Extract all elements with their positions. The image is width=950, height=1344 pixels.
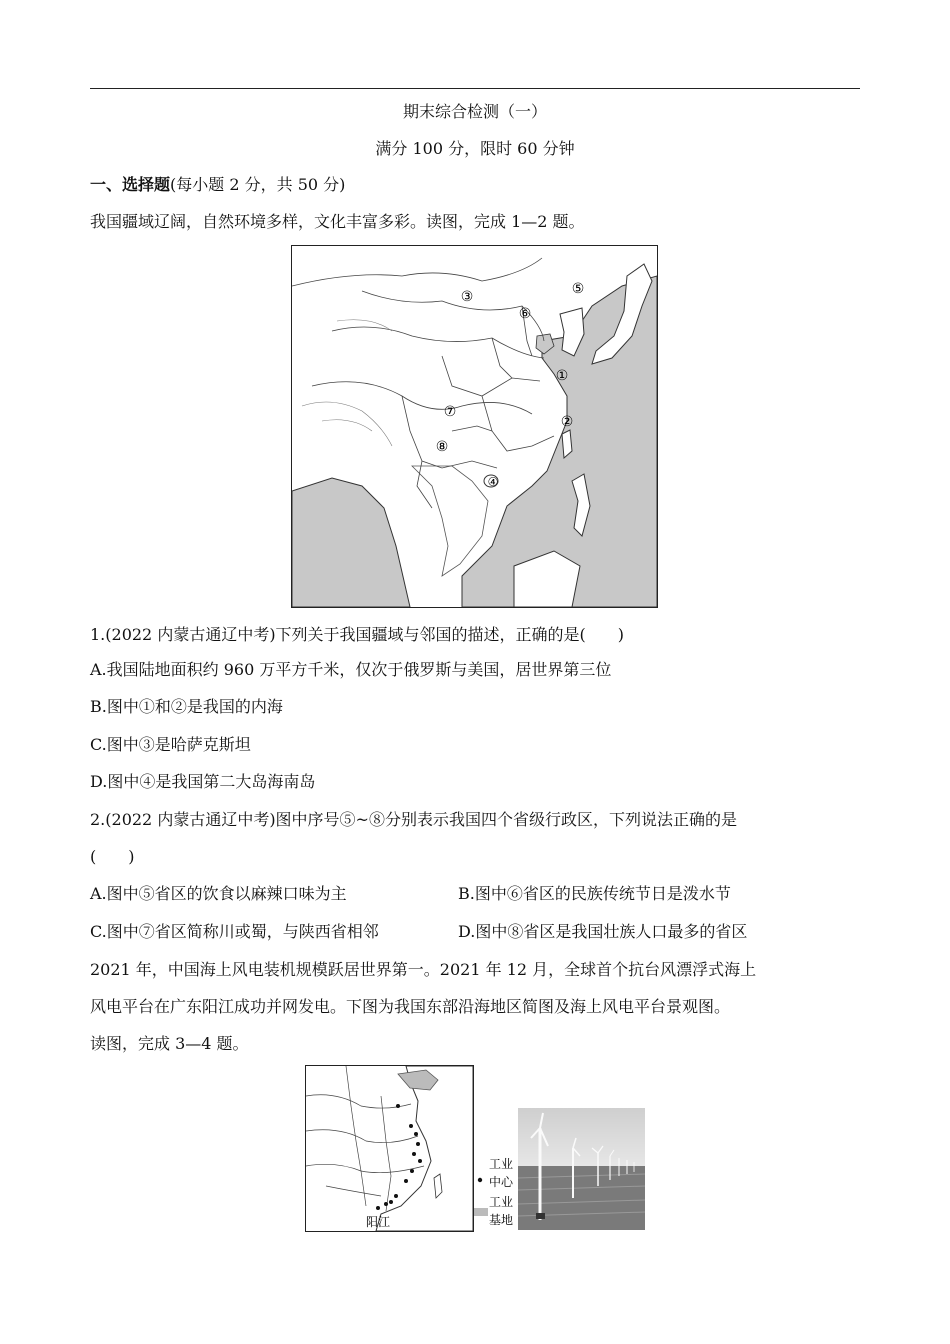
q1-option-d: D.图中④是我国第二大岛海南岛	[90, 772, 316, 791]
china-region-map	[291, 245, 658, 608]
passage-line-1: 2021 年，中国海上风电装机规模跃居世界第一。2021 年 12 月，全球首个抗台风漂浮式海上	[90, 960, 757, 979]
legend-rect-icon	[474, 1208, 488, 1216]
q2-stem: 2.(2022 内蒙古通辽中考)图中序号⑤~⑧分别表示我国四个省级行政区，下列说法正确的是	[90, 810, 737, 829]
map-label-7: ⑦	[443, 404, 457, 420]
china-region-map-svg	[292, 246, 657, 607]
section-heading-note: (每小题 2 分，共 50 分)	[170, 175, 346, 194]
map-legend	[472, 1140, 522, 1230]
page-subtitle: 满分 100 分，限时 60 分钟	[375, 139, 575, 158]
section-heading-label: 一、选择题	[90, 175, 171, 194]
legend-label-1-line1: 工业	[489, 1157, 514, 1171]
section-heading	[90, 175, 345, 195]
passage-line-3: 读图，完成 3—4 题。	[90, 1034, 249, 1053]
q2-option-c: C.图中⑦省区简称川或蜀，与陕西省相邻	[90, 922, 379, 941]
coastal-map-svg	[306, 1066, 473, 1231]
q2-option-a: A.图中⑤省区的饮食以麻辣口味为主	[90, 884, 347, 903]
q1-option-c: C.图中③是哈萨克斯坦	[90, 735, 251, 754]
map-label-3: ③	[460, 289, 474, 305]
yangjiang-label: 阳江	[366, 1215, 391, 1229]
q1-option-b: B.图中①和②是我国的内海	[90, 697, 283, 716]
legend-label-2-line1: 工业	[489, 1195, 514, 1209]
q2-option-b: B.图中⑥省区的民族传统节日是泼水节	[458, 884, 731, 903]
legend-label-2-line2: 基地	[489, 1213, 514, 1227]
q1-option-a: A.我国陆地面积约 960 万平方千米，仅次于俄罗斯与美国，居世界第三位	[90, 660, 612, 679]
map-label-1: ①	[555, 368, 569, 384]
map-label-8: ⑧	[435, 439, 449, 455]
header-rule	[90, 88, 860, 89]
section-intro: 我国疆域辽阔，自然环境多样，文化丰富多彩。读图，完成 1—2 题。	[90, 212, 585, 231]
coastal-sea	[376, 1066, 473, 1231]
offshore-wind-photo-svg	[518, 1108, 645, 1230]
q2-blank: ( )	[90, 847, 135, 866]
offshore-wind-photo	[518, 1108, 645, 1230]
map-label-6: ⑥	[518, 306, 532, 322]
q2-option-d: D.图中⑧省区是我国壮族人口最多的省区	[458, 922, 748, 941]
legend-label-1-line2: 中心	[489, 1175, 514, 1189]
map-label-5: ⑤	[571, 281, 585, 297]
map-legend-svg	[472, 1140, 522, 1230]
passage-line-2: 风电平台在广东阳江成功并网发电。下图为我国东部沿海地区简图及海上风电平台景观图。	[90, 997, 731, 1016]
legend-dot-icon	[478, 1178, 482, 1182]
map-label-2: ②	[560, 414, 574, 430]
coastal-map	[305, 1065, 474, 1232]
page-title: 期末综合检测（一）	[402, 102, 547, 121]
map-label-4: ④	[487, 475, 499, 489]
q1-stem: 1.(2022 内蒙古通辽中考)下列关于我国疆域与邻国的描述，正确的是( )	[90, 625, 625, 644]
